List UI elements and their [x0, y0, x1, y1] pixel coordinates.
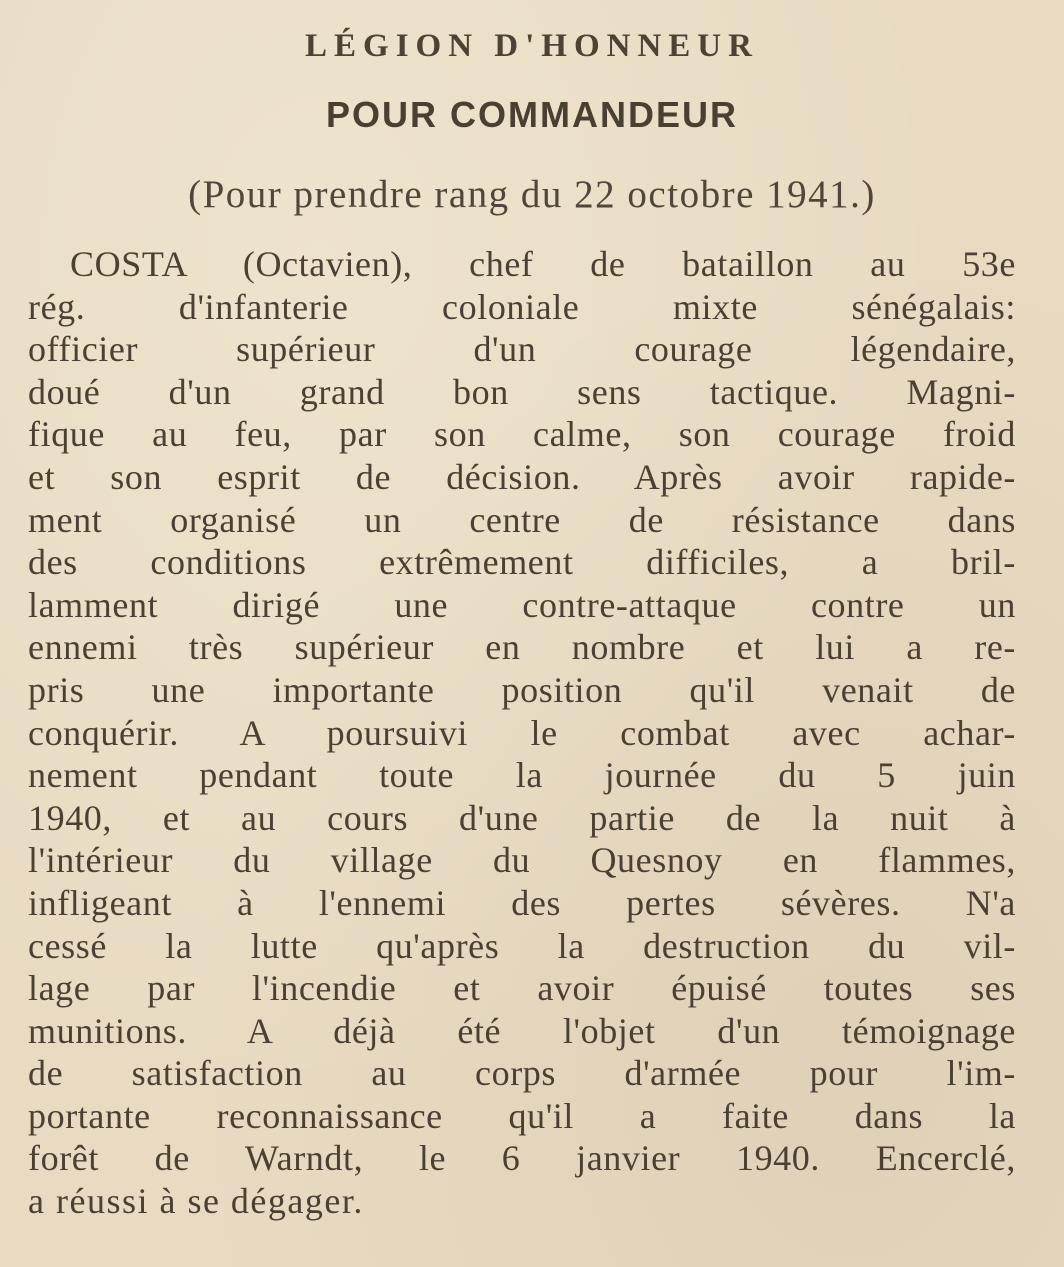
citation-line: forêt de Warndt, le 6 janvier 1940. Encerclé, [28, 1138, 1016, 1179]
citation-line: ennemi très supérieur en nombre et lui a re- [28, 627, 1016, 668]
citation-line: doué d'un grand bon sens tactique. Magni- [28, 371, 1016, 412]
citation-line: nement pendant toute la journée du 5 juin [28, 755, 1016, 796]
citation-line: lage par l'incendie et avoir épuisé toutes ses [28, 968, 1016, 1009]
citation-line: des conditions extrêmement difficiles, a bril- [28, 542, 1016, 583]
rank-title: POUR COMMANDEUR [326, 94, 738, 135]
citation-line: infligeant à l'ennemi des pertes sévères. N'a [28, 882, 1016, 923]
citation-line: a réussi à se dégager. [28, 1181, 364, 1222]
section-title: LÉGION D'HONNEUR [305, 28, 759, 64]
citation-line: munitions. A déjà été l'objet d'un témoignage [28, 1010, 1016, 1051]
date-line: (Pour prendre rang du 22 octobre 1941.) [188, 173, 876, 216]
citation-text [28, 243, 1016, 1223]
citation-line: l'intérieur du village du Quesnoy en flammes, [28, 840, 1016, 881]
citation-line: pris une importante position qu'il venait de [28, 669, 1016, 710]
citation-line: fique au feu, par son calme, son courage froid [28, 414, 1016, 455]
citation-line: 1940, et au cours d'une partie de la nuit à [28, 797, 1016, 838]
citation-line: lamment dirigé une contre-attaque contre un [28, 584, 1016, 625]
citation-line: et son esprit de décision. Après avoir rapide- [28, 456, 1016, 497]
citation-line: officier supérieur d'un courage légendaire, [28, 329, 1016, 370]
citation-line: ment organisé un centre de résistance dans [28, 499, 1016, 540]
citation-line: portante reconnaissance qu'il a faite dans la [28, 1095, 1016, 1136]
citation-line: COSTA (Octavien), chef de bataillon au 53e [70, 244, 1016, 284]
citation-line: cessé la lutte qu'après la destruction du vil- [28, 925, 1016, 966]
citation-line: conquérir. A poursuivi le combat avec achar- [28, 712, 1016, 753]
citation-line: de satisfaction au corps d'armée pour l'im- [28, 1053, 1016, 1094]
citation-line: rég. d'infanterie coloniale mixte sénégalais: [28, 286, 1016, 327]
